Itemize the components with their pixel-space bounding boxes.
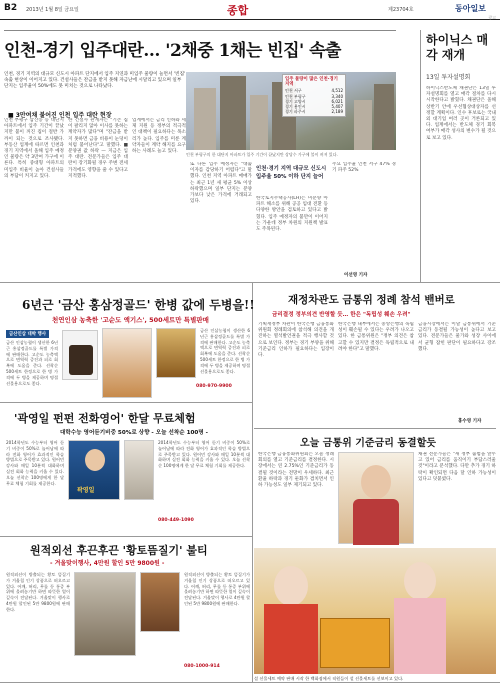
column-divider: [252, 282, 253, 682]
footer-rule: [0, 682, 500, 683]
tutor-photo: [68, 440, 120, 500]
gold-ad-subheadline: 천연인삼 농축한 '고순도 액기스', 500세트만 특별판매: [52, 316, 209, 324]
column-divider: [420, 30, 421, 282]
gift-photo-caption: 설 선물세트 예약 판매 시작 한 백화점에서 직원들이 설 선물세트를 선보이고 있다.: [254, 676, 404, 681]
english-ad-subheadline: 대학수능 영어듣기비중 50%로 상향 - 오늘 선착순 100명 -: [60, 430, 208, 436]
section-title: 종합: [227, 4, 249, 17]
english-ad-body-2: 2014학년도 수능부터 영어 듣기 비중이 50%로 늘어남에 따라 전화 영어가 효과적인 학습 방법으로 주목받고 있다. 원어민 강사와 매일 10분씩 대화하며 실전 회화 능력을 키울 수 있다. 오늘 선착순 100명에게 한 달 무료 체험 기회를 제공한다.: [158, 440, 250, 469]
top-byline: 이선영 기자: [344, 273, 368, 278]
person-shape: [394, 598, 446, 674]
person-shape: [353, 499, 399, 545]
finance-headline: 재정차관도 금통위 정례 참석 밴버로: [288, 294, 455, 306]
stat-row: 인천 부평구 3,340: [285, 93, 343, 99]
ginseng-jar-image: [62, 330, 98, 380]
jar-shape: [69, 345, 93, 375]
middle-highlight: 주요 입주율 인천 서구 47% 경기 파주 52%: [332, 162, 396, 174]
joint-ad-body: 원적외선이 방출되는 황토 뜸질기가 겨울철 인기 상품으로 떠오르고 있다. 어깨, 허리, 무릎 등 통증 부위에 올려놓기만 하면 따뜻한 열이 깊숙이 전달된다. 겨울맞이 행사로 4만원 할인된 5만 9800원에 판매한다.: [6, 572, 70, 612]
rate-body-col2: 채권 전문가들은 "새 정부 출범을 앞두고 있어 금리를 움직이기 부담스러울 것"이라고 분석했다. 다만 추가 경기 하락이 확인되면 다음 달 인하 가능성이 있다고 덧붙였다.: [418, 452, 496, 482]
gold-ad-body-2: 금산 인삼농협이 생산한 6년근 홍삼정골드를 특별 가격에 판매한다. 고순도 농축액으로 면역력 증진과 피로 회복에 도움을 준다. 선착순 500세트 한정으로 한 병 가격에 두 병을 제공하며 명절 선물용으로도 좋다.: [200, 328, 250, 374]
rate-photo: [338, 452, 414, 544]
gold-ad-phone[interactable]: 080-970-9900: [196, 384, 232, 389]
stat-row: 경기 용인시 5,407: [285, 104, 343, 110]
pull-quote: 인천·경기 지역 대규모 신도시 입주율 50% 이하 단지 늘어: [256, 166, 327, 180]
gift-box-shape: [320, 618, 390, 668]
top-headline: 인천-경기 입주대란… '2채중 1채는 빈집' 속출: [4, 41, 341, 61]
paper-name: 동아일보: [455, 4, 486, 13]
stat-row: 경기 고양시 6,021: [285, 98, 343, 104]
top-subhead: ■ 3만여채 불어진 인천 입주 대란 현장: [8, 112, 112, 119]
tutor-name-badge: 곽영일: [77, 487, 95, 494]
right-subhead: 13일 투자설명회: [426, 74, 471, 81]
finance-subheadline: 금리결정 정부의견 반영할 듯… 한은 "독립성 훼손 우려": [272, 312, 411, 318]
finance-body-col1: 기획재정부 차관이 한국은행 금융통화위원회 정례회의에 참석해 의견을 개진하는 열석발언권을 적극 행사할 것으로 보인다. 정부는 경기 부양을 위해 기준금리 인하가 필요하다는 입장이다.: [258, 322, 334, 359]
photo-caption: 인천 부평구의 한 대단지 아파트가 입주 기간이 끝났지만 상당수 가구에 불이 꺼져 있다.: [186, 152, 338, 157]
gold-ad-body: 금산 인삼농협이 생산한 6년근 홍삼정골드를 특별 가격에 판매한다. 고순도 농축액으로 면역력 증진과 피로 회복에 도움을 준다. 선착순 500세트 한정으로 한 병 가격에 두 병을 제공하며 명절 선물용으로도 좋다.: [6, 340, 58, 386]
english-ad-body: 2014학년도 수능부터 영어 듣기 비중이 50%로 늘어남에 따라 전화 영어가 효과적인 학습 방법으로 주목받고 있다. 원어민 강사와 매일 10분씩 대화하며 실전 회화 능력을 키울 수 있다. 오늘 선착순 100명에게 한 달 무료 체험 기회를 제공한다.: [6, 440, 64, 486]
stat-row: 경기 파주시 2,189: [285, 109, 343, 115]
building-shape: [354, 100, 372, 150]
masthead: [0, 0, 500, 20]
supply-stat-box: [282, 74, 346, 117]
person-shape: [264, 604, 318, 674]
person-shape: [404, 562, 436, 600]
english-ad-phone[interactable]: 080-449-1090: [158, 518, 194, 523]
joint-ad-body-2: 원적외선이 방출되는 황토 뜸질기가 겨울철 인기 상품으로 떠오르고 있다. 어깨, 허리, 무릎 등 통증 부위에 올려놓기만 하면 따뜻한 열이 깊숙이 전달된다. 겨울맞이 행사로 4만원 할인된 5만 9800원에 판매한다.: [184, 572, 250, 606]
right-headline: 하이닉스 매각 재개: [426, 33, 489, 62]
joint-ad-headline: 원적외선 후끈후끈 '황토뜸질기' 불티: [30, 544, 208, 557]
person-shape: [361, 465, 391, 499]
tutor-portrait: [124, 440, 154, 500]
section-divider: [0, 282, 500, 283]
top-body-col4: 또 다른 입주 예정자는 "대출 이자를 감당하기 어렵다"고 말했다. 인천 지역 아파트 매매가는 최근 1년 새 평균 5% 이상 하락했으며 일부 단지는 분양가보다 낮은 가격에 거래되고 있다.: [190, 162, 252, 205]
issue-number: 제23704호: [388, 7, 414, 13]
headline-rule: [4, 30, 396, 31]
ginseng-root-image: [102, 328, 152, 398]
stat-box-title: 입주 물량이 많은 인천·경기 지역: [285, 77, 338, 88]
page-number: B2: [4, 3, 18, 13]
finance-body-col3: 금융시장에서는 이달 금통위에서 기준금리가 동결될 가능성이 높다고 보고 있다. 전문가들은 물가와 성장 사이에서 균형 잡힌 판단이 필요하다고 강조했다.: [418, 322, 496, 352]
ad-slot-label: 광고: [488, 15, 496, 20]
gift-box-image: [156, 328, 196, 378]
gold-ad-tag: 금산인삼 대박 행사: [6, 330, 49, 338]
gift-set-photo: [254, 548, 496, 674]
finance-body-col2: 한국은행 내부에서는 중앙은행의 독립성이 훼손될 수 있다는 우려가 나오고 있다. 한 금통위원은 "정부 의견은 참고할 수 있지만 결정은 독립적으로 내려야 한다"고 말했다.: [338, 322, 414, 352]
section-divider: [0, 402, 252, 403]
rate-body-col1: 한국은행 금융통화위원회는 오늘 정례회의를 열고 기준금리를 결정한다. 시장에서는 연 2.75%인 기준금리가 동결될 것이라는 전망이 우세하다. 최근 환율 하락과 경기 둔화가 겹치면서 인하 가능성도 일부 제기되고 있다.: [258, 452, 334, 489]
building-shape: [220, 76, 246, 150]
gold-ad-headline: 6년근 '금산 홍삼정골드' 한병 값에 두병을!!: [22, 298, 255, 312]
building-shape: [250, 95, 268, 150]
top-body-col2: 한 건설사 관계자는 "기존 집이 팔리지 않아 이사를 못하는 계약자가 많다"며 "잔금을 받지 못하면 금융 비용이 눈덩이처럼 불어난다"고 말했다. ■ 분양권 값 하락 — 지금은 입주 대란. 전문가들은 입주 대란이 장기화될 경우 주변 전세 가격에도 영향을 줄 수 있다고 지적했다.: [68, 118, 128, 179]
rate-headline: 오늘 금통위 기준금리 동결할듯: [300, 438, 437, 449]
middle-body: 한국토지주택공사(LH)는 미분양 아파트 해소를 위해 공공 임대 전환 등 다양한 방안을 검토하고 있다고 밝혔다. 입주 예정자의 불만이 이어지는 가운데 정부 차원의 지원책 발표도 주목된다.: [256, 196, 328, 233]
issue-date: 2013년 1월 8일 금요일: [26, 7, 79, 13]
person-shape: [274, 566, 308, 606]
clay-pad-photo: [140, 572, 180, 632]
building-shape: [374, 84, 394, 150]
joint-ad-phone[interactable]: 080-1000-914: [184, 664, 220, 669]
top-body-col3: 업계에서는 금리 인하와 세제 지원 등 정부의 적극적인 대책이 필요하다는 목소리가 높다. 입주를 미룬 계약자들이 계약 해지를 요구하는 사례도 늘고 있다.: [132, 118, 186, 155]
english-ad-headline: '곽영일 펀펀 전화영어' 한달 무료체험: [14, 412, 196, 425]
stat-row: 인천 서구 4,512: [285, 88, 343, 94]
top-body-col1: 인천 부평구 삼산동 등 대단지 아파트에서 입주 기간이 끝났지만 불이 꺼진 집이 절반 가까이 되는 것으로 조사됐다. 부동산 업계에 따르면 인천과 경기 지역에서 올해 입주 예정인 물량은 약 3만여 가구에 이른다. 특히 중대형 아파트의 미입주 비율이 높아 건설사들의 부담이 커지고 있다.: [4, 118, 64, 179]
section-divider: [0, 536, 252, 537]
joint-ad-subheadline: - 겨울맞이행사, 4만원 할인 5만 9800원 -: [50, 560, 165, 567]
face-shape: [85, 449, 105, 471]
top-lede: 인천, 경기 지역의 대규모 신도시 아파트 단지에서 입주 지연과 미입주 물량이 늘면서 '빈집' 속출 현상이 이어지고 있다. 건설사들은 잔금을 받지 못해 자금난에 시달리고 있으며 일부 단지는 입주율이 50%에도 못 미치는 것으로 나타났다.: [4, 72, 186, 89]
finance-byline: 홍수영 기자: [458, 419, 482, 424]
right-body: 하이닉스반도체 채권단은 13일 투자설명회를 열고 매각 절차를 다시 시작한다고 밝혔다. 채권단은 올해 상반기 안에 우선협상대상자를 선정할 계획이다. 인수 후보로는 국내외 대기업 여러 곳이 거론되고 있다. 업계에서는 반도체 경기 회복 여부가 매각 성사의 변수가 될 것으로 보고 있다.: [426, 86, 496, 141]
heat-pad-photo: [74, 572, 136, 656]
building-shape: [194, 88, 216, 150]
section-divider: [254, 428, 496, 429]
